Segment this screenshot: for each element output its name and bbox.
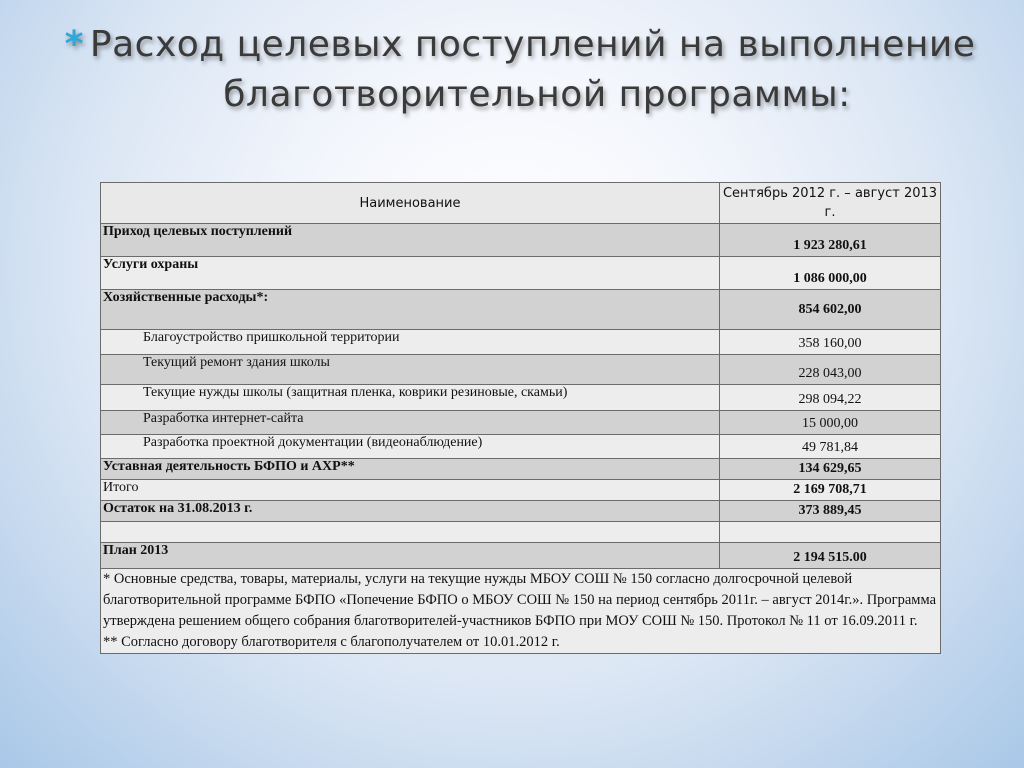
- row-label: Текущий ремонт здания школы: [101, 355, 720, 385]
- title-line-1: [40, 20, 1000, 70]
- footnote-2: ** Согласно договору благотворителя с благополучателем от 10.01.2012 г.: [103, 634, 560, 650]
- footnote-1: * Основные средства, товары, материалы, услуги на текущие нужды МБОУ СОШ № 150 согласно долгосрочной целевой благотворительной программе БФПО «Попечение БФПО о МБОУ СОШ № 150 на период сентябрь 2011г. – август 2014г.». Программа утверждена решением общего собрания благотворителей-участников БФПО при МОУ СОШ № 150. Протокол № 11 от 16.09.2011 г.: [103, 571, 936, 629]
- row-label: Текущие нужды школы (защитная пленка, коврики резиновые, скамьи): [101, 385, 720, 411]
- footnote-row: [101, 569, 941, 654]
- table-row: [101, 355, 941, 385]
- row-value: 134 629,65: [720, 459, 941, 480]
- slide-title: [40, 20, 1000, 120]
- row-value: [720, 522, 941, 543]
- row-value: 298 094,22: [720, 385, 941, 411]
- row-label: Уставная деятельность БФПО и АХР**: [101, 459, 720, 480]
- table-row: [101, 501, 941, 522]
- expense-table: [100, 182, 941, 654]
- table-row: [101, 522, 941, 543]
- table-row: [101, 480, 941, 501]
- row-label: Остаток на 31.08.2013 г.: [101, 501, 720, 522]
- row-label: Хозяйственные расходы*:: [101, 290, 720, 330]
- row-label: План 2013: [101, 543, 720, 569]
- title-text-1: Расход целевых поступлений на выполнение: [89, 24, 976, 65]
- row-value: 854 602,00: [720, 290, 941, 330]
- row-label: [101, 522, 720, 543]
- table-row: [101, 224, 941, 257]
- row-label: Благоустройство пришкольной территории: [101, 330, 720, 355]
- row-value: 373 889,45: [720, 501, 941, 522]
- table-row: [101, 543, 941, 569]
- table-row: [101, 459, 941, 480]
- row-label: Разработка проектной документации (видеонаблюдение): [101, 435, 720, 459]
- row-label: Разработка интернет-сайта: [101, 411, 720, 435]
- table-header-row: [101, 183, 941, 224]
- row-label: Услуги охраны: [101, 257, 720, 290]
- table-row: [101, 435, 941, 459]
- row-value: 1 086 000,00: [720, 257, 941, 290]
- table-row: [101, 330, 941, 355]
- row-value: 228 043,00: [720, 355, 941, 385]
- row-value: 49 781,84: [720, 435, 941, 459]
- row-label: Приход целевых поступлений: [101, 224, 720, 257]
- bullet-star-icon: *: [64, 24, 84, 65]
- table-row: [101, 385, 941, 411]
- row-value: 2 169 708,71: [720, 480, 941, 501]
- table-row: [101, 257, 941, 290]
- row-value: 1 923 280,61: [720, 224, 941, 257]
- footnote-cell: [101, 569, 941, 654]
- title-line-2: благотворительной программы:: [223, 74, 851, 115]
- table-row: [101, 411, 941, 435]
- header-period: Сентябрь 2012 г. – август 2013 г.: [720, 183, 941, 224]
- header-name: Наименование: [101, 183, 720, 224]
- row-value: 15 000,00: [720, 411, 941, 435]
- row-value: 2 194 515.00: [720, 543, 941, 569]
- row-value: 358 160,00: [720, 330, 941, 355]
- row-label: Итого: [101, 480, 720, 501]
- table-row: [101, 290, 941, 330]
